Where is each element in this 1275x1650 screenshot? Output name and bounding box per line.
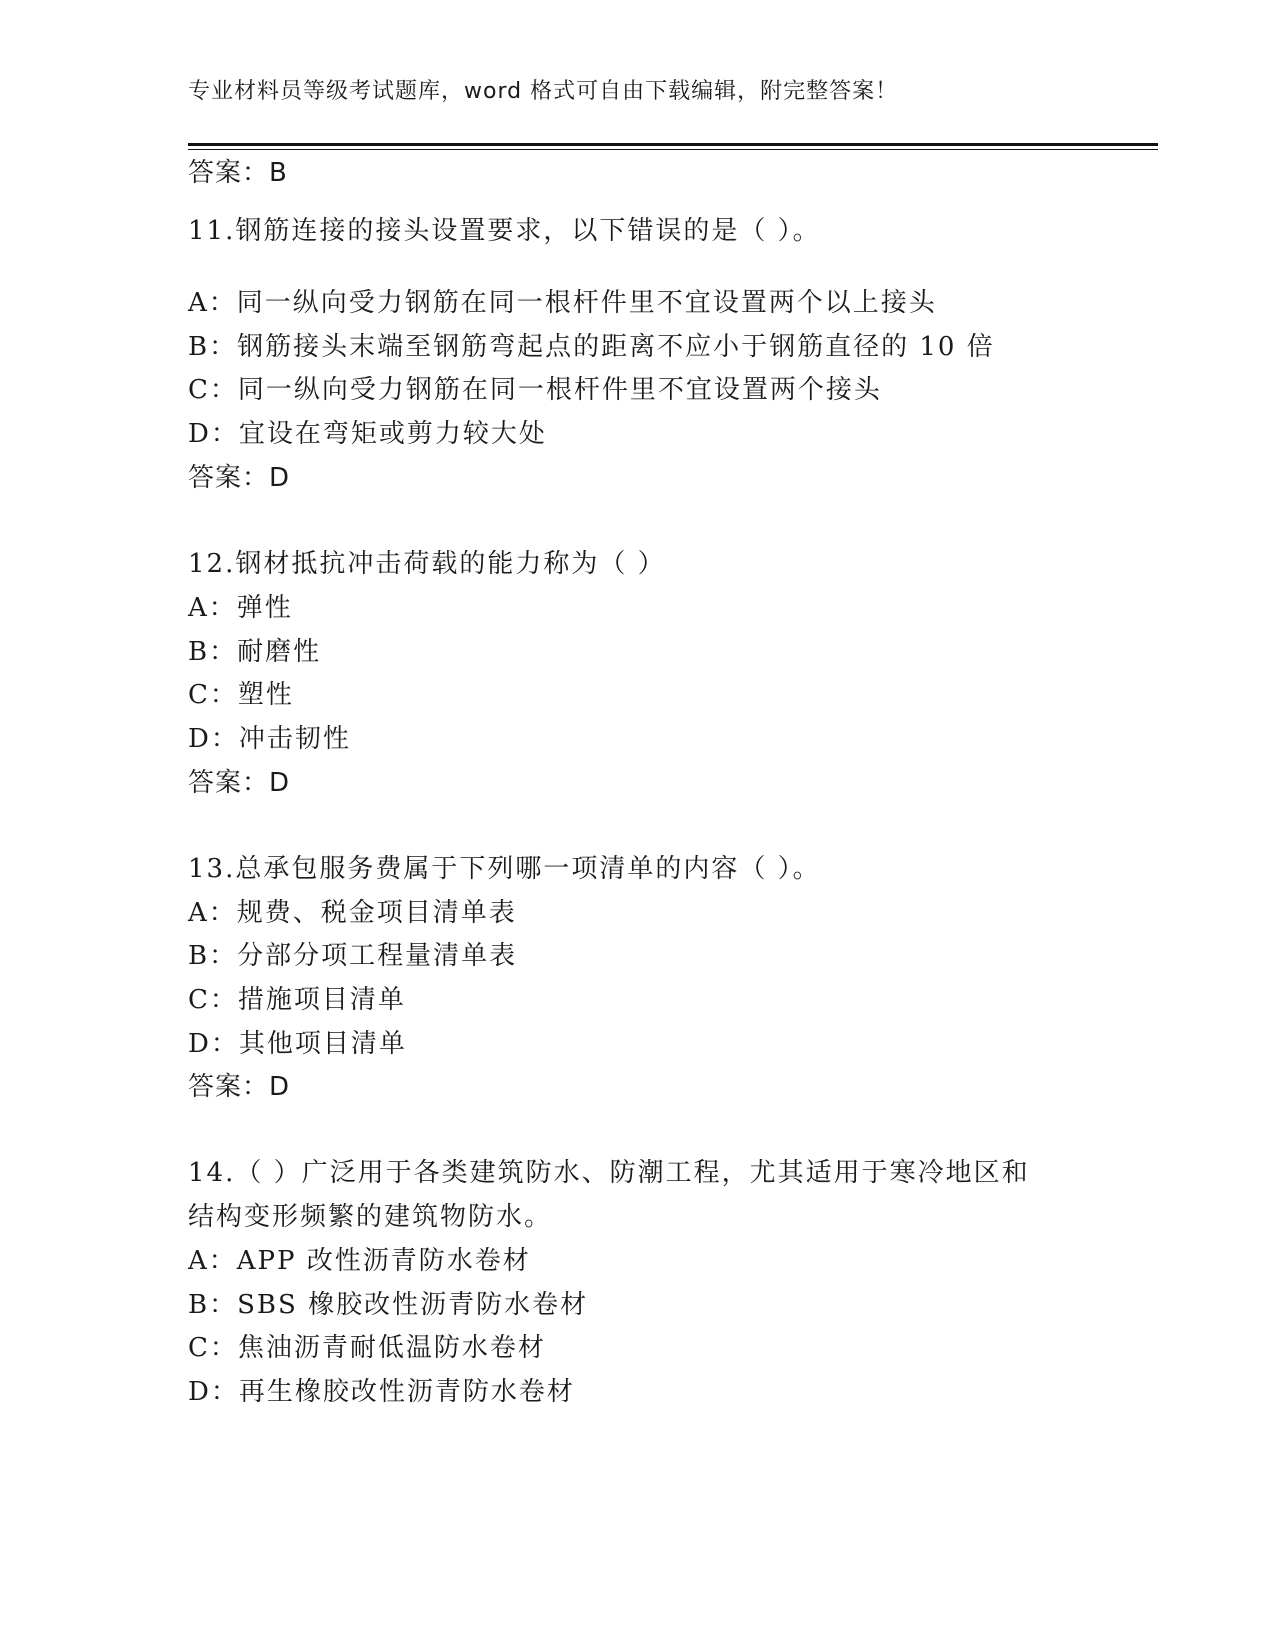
answer-line: 答案：D [188,1072,291,1102]
option-c: C：同一纵向受力钢筋在同一根杆件里不宜设置两个接头 [188,375,882,405]
option-c: C：措施项目清单 [188,985,406,1015]
answer-line: 答案：D [188,463,291,493]
option-d: D：宜设在弯矩或剪力较大处 [188,419,547,449]
question-stem: 11.钢筋连接的接头设置要求，以下错误的是（ ）。 [188,216,821,246]
option-a: A：APP 改性沥青防水卷材 [188,1246,531,1276]
question-stem: 13.总承包服务费属于下列哪一项清单的内容（ ）。 [188,854,821,884]
option-d: D：其他项目清单 [188,1029,407,1059]
option-a: A：弹性 [188,593,293,623]
question-stem: 14.（ ）广泛用于各类建筑防水、防潮工程，尤其适用于寒冷地区和 [188,1158,1030,1188]
option-d: D：再生橡胶改性沥青防水卷材 [188,1377,575,1407]
option-b: B：耐磨性 [188,637,322,667]
option-b: B：SBS 橡胶改性沥青防水卷材 [188,1290,589,1320]
option-a: A：规费、税金项目清单表 [188,898,517,928]
answer-line: 答案：B [188,158,288,188]
option-a: A：同一纵向受力钢筋在同一根杆件里不宜设置两个以上接头 [188,288,937,318]
header-rule-thin [188,149,1158,150]
question-stem: 12.钢材抵抗冲击荷载的能力称为（ ） [188,549,666,579]
option-c: C：塑性 [188,680,294,710]
header-rule-thick [188,143,1158,146]
page-header: 专业材料员等级考试题库，word 格式可自由下载编辑，附完整答案！ [188,79,899,104]
answer-line: 答案：D [188,768,291,798]
option-b: B：分部分项工程量清单表 [188,941,518,971]
option-d: D：冲击韧性 [188,724,351,754]
question-stem-continued: 结构变形频繁的建筑物防水。 [188,1202,553,1232]
option-c: C：焦油沥青耐低温防水卷材 [188,1333,546,1363]
option-b: B：钢筋接头末端至钢筋弯起点的距离不应小于钢筋直径的 10 倍 [188,332,995,362]
